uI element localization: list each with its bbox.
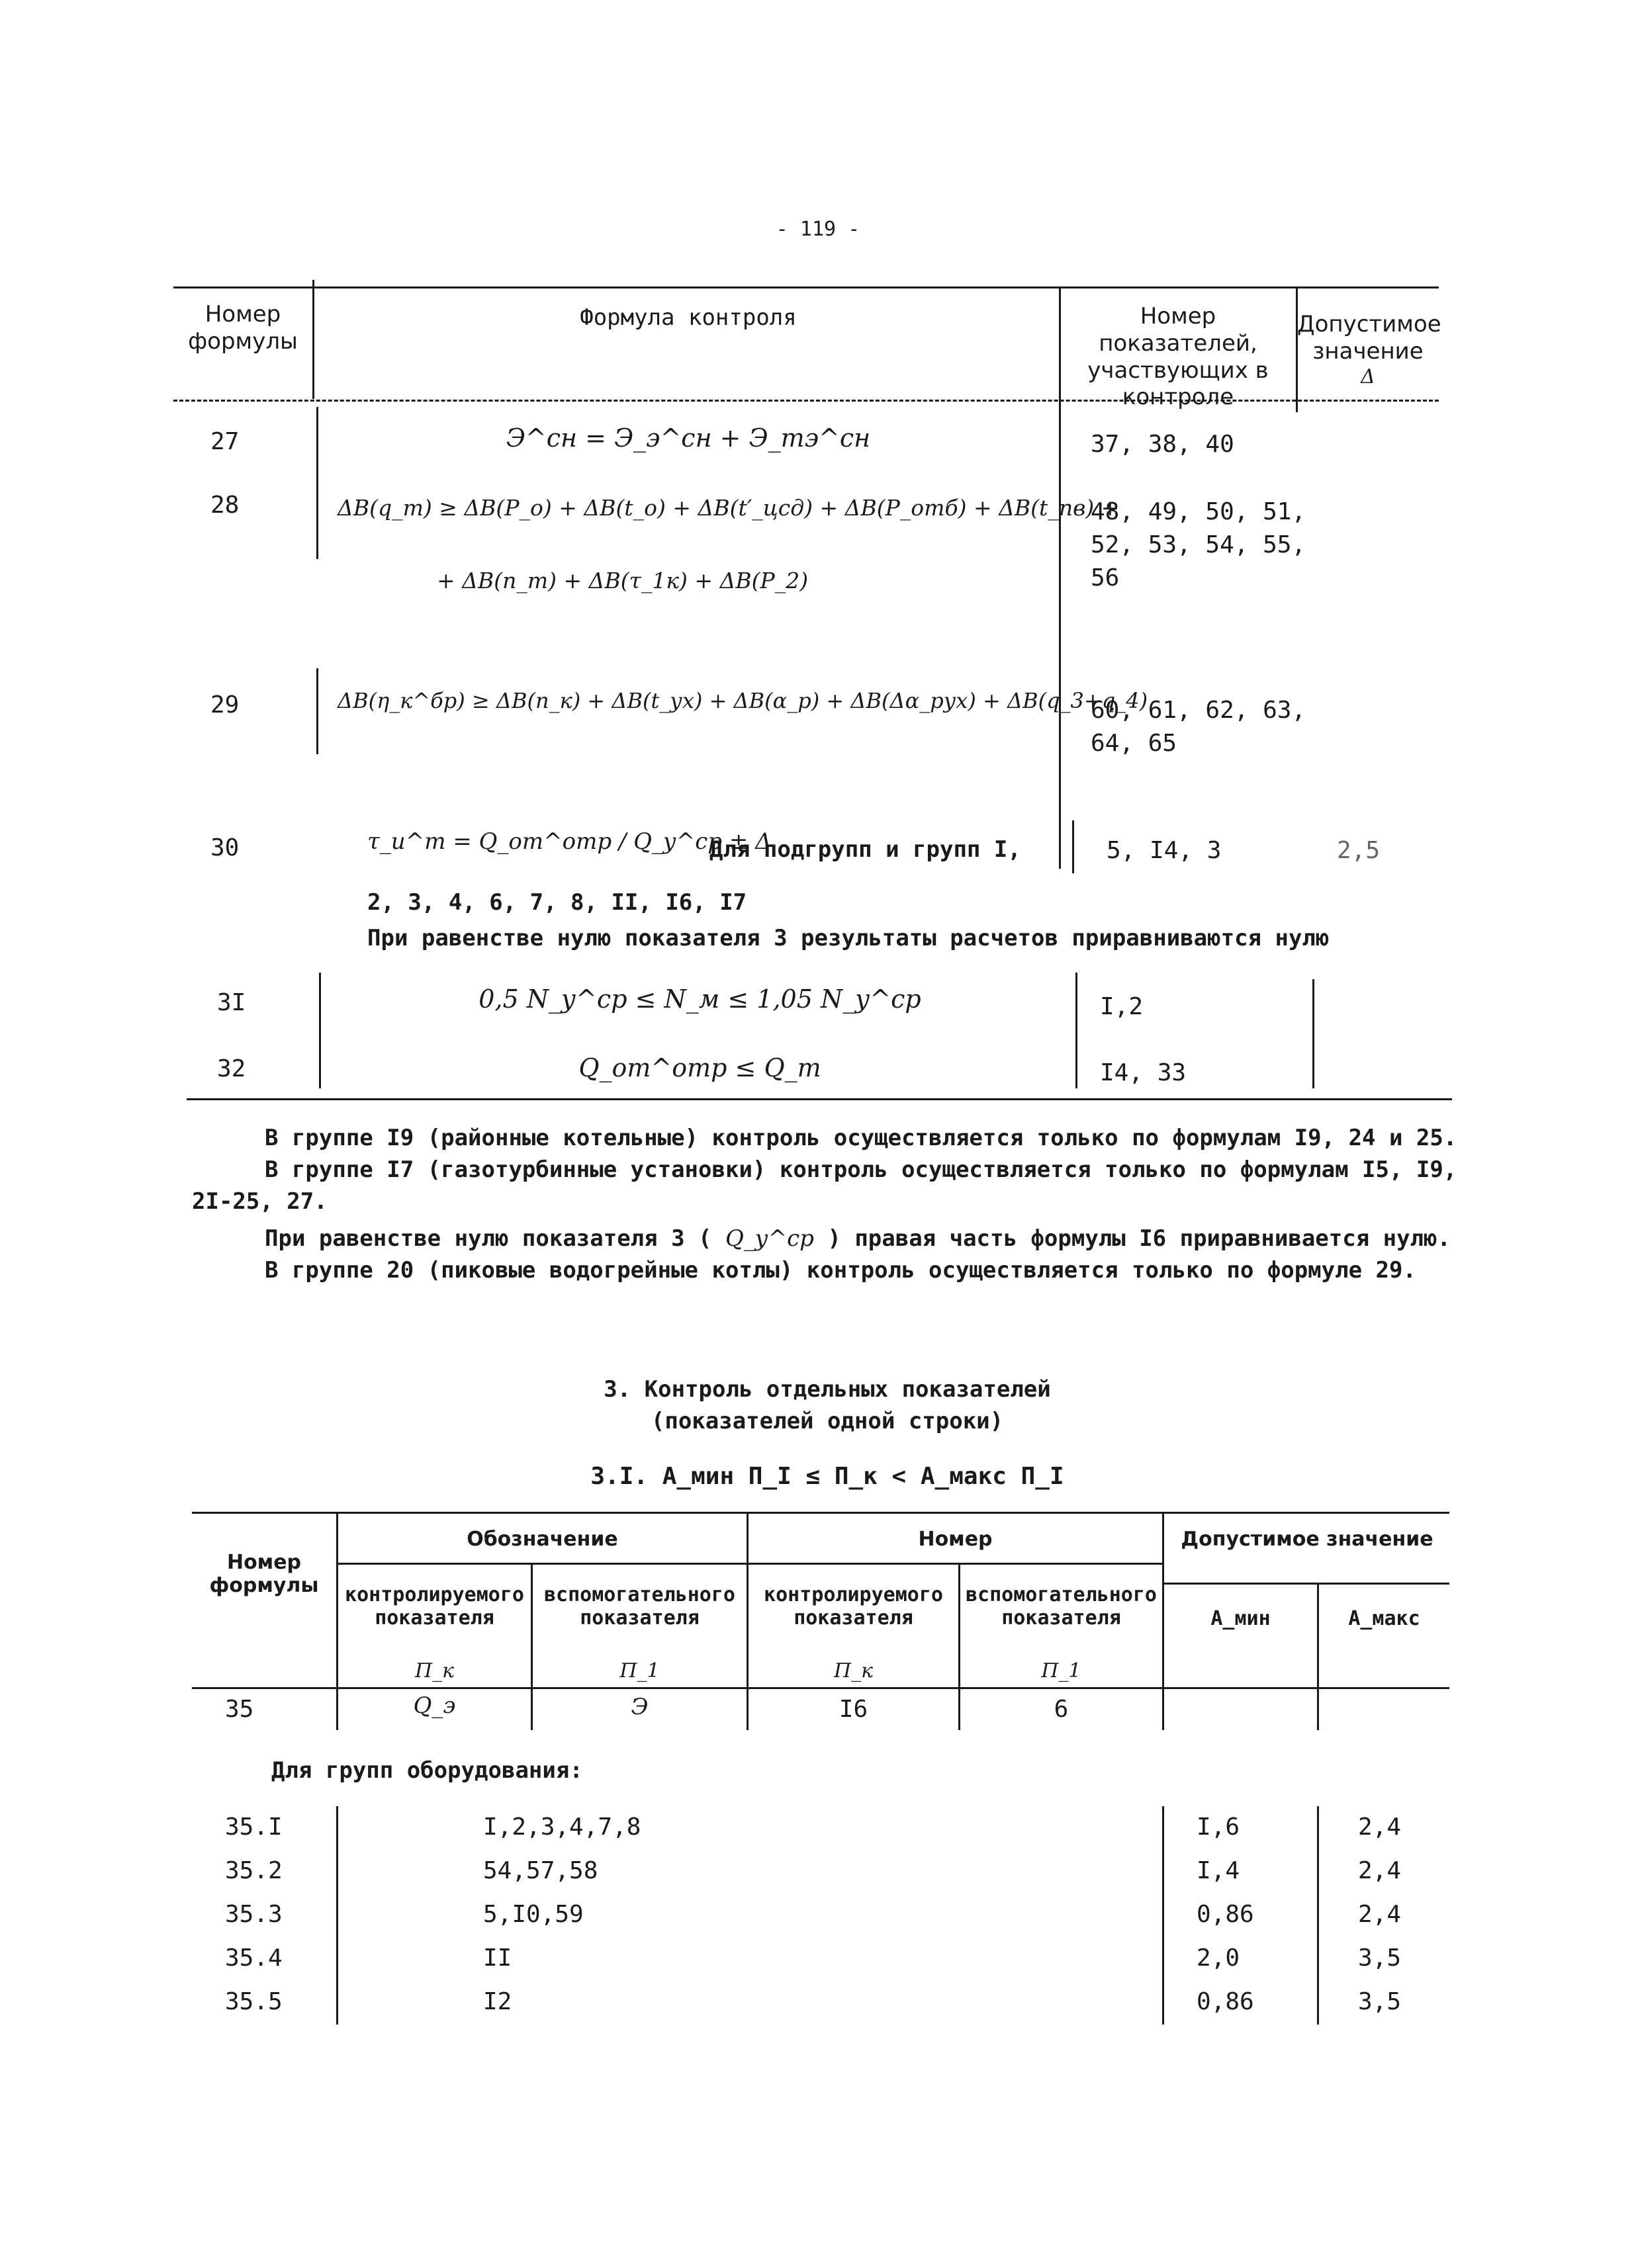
row-28-indicators-line3: 56 (1091, 564, 1120, 591)
group-row-amin: I,4 (1197, 1857, 1240, 1884)
t2-header-aux-number: вспомогательного показателя (966, 1583, 1157, 1630)
t2-header-amax: A_макс (1348, 1607, 1420, 1630)
groups-label: Для групп оборудования: (271, 1757, 583, 1784)
table2-top-rule (192, 1512, 1449, 1514)
col-divider (312, 280, 314, 399)
header-formula: Формула контроля (580, 304, 797, 331)
row-32-indicators: I4, 33 (1100, 1059, 1187, 1086)
group-row-amax: 2,4 (1358, 1857, 1402, 1884)
section-formula-heading: 3.I. A_мин П_I ≤ П_к < A_макс П_I (590, 1463, 1064, 1490)
t2-header-allowed: Допустимое значение (1181, 1528, 1433, 1551)
group-row-number: 35.4 (225, 1944, 283, 1972)
group-row-groups: I2 (483, 1988, 512, 2015)
note-line-3: 2I-25, 27. (192, 1188, 328, 1215)
table-top-rule (173, 286, 1439, 288)
note-line-4-start: При равенстве нулю показателя 3 ( (265, 1225, 712, 1252)
t2-header-amin: A_мин (1210, 1607, 1271, 1630)
table-bottom-rule (187, 1098, 1452, 1100)
row-32-number: 32 (217, 1055, 246, 1082)
row-30-continuation: 2, 3, 4, 6, 7, 8, II, I6, I7 (367, 889, 747, 916)
header-delta: Δ (1361, 365, 1375, 388)
t2-header-controlled-number: контролируемого показателя (764, 1583, 943, 1630)
row-35-controlled-number: I6 (839, 1696, 868, 1723)
note-line-4-end: ) правая часть формулы I6 приравнивается нулю. (827, 1225, 1451, 1252)
row-35-aux-designation: Э (631, 1694, 649, 1720)
col-divider (336, 1806, 338, 2025)
t2-sym-p1-number: П_1 (1041, 1659, 1081, 1682)
header-indicators: Номер показателей, участвующих в контроле (1087, 303, 1269, 411)
group-row-amax: 3,5 (1358, 1944, 1402, 1972)
section-subtitle: (показателей одной строки) (651, 1408, 1004, 1434)
row-28-formula-line1: ΔB(q_т) ≥ ΔB(P_о) + ΔB(t_о) + ΔB(t′_цсд) + ΔB(P_отб) + ΔB(t_пв) + (338, 495, 1120, 521)
col-divider (1317, 1806, 1319, 2025)
note-line-5: В группе 20 (пиковые водогрейные котлы) контроль осуществляется только по формуле 29. (265, 1257, 1416, 1284)
group-row-groups: 54,57,58 (483, 1857, 598, 1884)
group-row-amin: I,6 (1197, 1813, 1240, 1841)
group-row-amax: 2,4 (1358, 1813, 1402, 1841)
section-title: 3. Контроль отдельных показателей (604, 1376, 1051, 1403)
t2-header-designation: Обозначение (467, 1528, 618, 1551)
t2-header-aux-designation: вспомогательного показателя (544, 1583, 735, 1630)
row-31-number: 3I (217, 989, 246, 1016)
row-30-indicators: 5, I4, 3 (1107, 837, 1222, 864)
row-30-note: При равенстве нулю показателя 3 результаты расчетов приравниваются нулю (367, 925, 1330, 951)
col-divider (1162, 1806, 1164, 2025)
col-divider (1059, 286, 1061, 869)
col-divider (316, 668, 318, 754)
group-row-number: 35.3 (225, 1901, 283, 1928)
group-row-number: 35.I (225, 1813, 283, 1841)
col-divider (1312, 979, 1314, 1088)
row-28-formula-line2: + ΔB(n_т) + ΔB(τ_1к) + ΔB(P_2) (437, 568, 809, 593)
row-27-formula: Э^сн = Э_э^сн + Э_тэ^сн (506, 423, 871, 453)
t2-header-controlled-designation: контролируемого показателя (345, 1583, 524, 1630)
row-35-aux-number: 6 (1054, 1696, 1069, 1723)
group-row-amin: 2,0 (1197, 1944, 1240, 1972)
row-30-formula: τ_и^т = Q_от^отр / Q_у^ср ± Δ (367, 828, 772, 855)
group-rule (1162, 1583, 1449, 1585)
group-row-number: 35.2 (225, 1857, 283, 1884)
row-32-formula: Q_от^отр ≤ Q_т (578, 1053, 821, 1082)
col-divider (319, 973, 321, 1088)
row-28-indicators-line2: 52, 53, 54, 55, (1091, 531, 1306, 558)
t2-header-number-group: Номер (918, 1528, 993, 1551)
col-divider (1075, 973, 1077, 1088)
t2-header-number: Номер формулы (209, 1551, 319, 1597)
t2-sym-p1: П_1 (619, 1659, 660, 1682)
group-row-amax: 3,5 (1358, 1988, 1402, 2015)
row-35-number: 35 (225, 1696, 254, 1723)
group-row-amin: 0,86 (1197, 1988, 1254, 2015)
row-27-number: 27 (210, 428, 240, 455)
group-row-amax: 2,4 (1358, 1901, 1402, 1928)
header-formula-number: Номер формулы (188, 301, 298, 355)
group-row-groups: I,2,3,4,7,8 (483, 1813, 641, 1841)
group-row-groups: II (483, 1944, 512, 1972)
col-divider (1072, 820, 1074, 873)
row-29-indicators-line1: 60, 61, 62, 63, (1091, 697, 1306, 724)
note-line-1: В группе I9 (районные котельные) контроль осуществляется только по формулам I9, 24 и 25. (265, 1125, 1457, 1151)
header-allowed: Допустимое значение (1297, 311, 1441, 365)
row-30-allowed: 2,5 (1337, 837, 1381, 864)
group-row-number: 35.5 (225, 1988, 283, 2015)
row-27-indicators: 37, 38, 40 (1091, 431, 1234, 458)
group-rule (336, 1563, 1162, 1565)
row-29-formula: ΔB(η_к^бр) ≥ ΔB(n_к) + ΔB(t_ух) + ΔB(α_р) + ΔB(Δα_рух) + ΔB(q_3+q_4) (338, 688, 1148, 713)
row-31-formula: 0,5 N_у^ср ≤ N_м ≤ 1,05 N_у^ср (478, 984, 921, 1014)
col-divider (1317, 1583, 1319, 1730)
row-35-controlled-designation: Q_э (413, 1692, 456, 1719)
row-30-number: 30 (210, 834, 240, 861)
group-row-groups: 5,I0,59 (483, 1901, 584, 1928)
note-line-4 (265, 1225, 1451, 1252)
page-number: - 119 - (776, 218, 860, 241)
row-30-formula-note: Для подгрупп и групп I, (709, 836, 1021, 863)
row-28-number: 28 (210, 492, 240, 519)
t2-sym-pk-number: П_к (833, 1659, 874, 1682)
note-line-2: В группе I7 (газотурбинные установки) контроль осуществляется только по формулам I5, I9, (265, 1156, 1457, 1183)
note-line-4-formula: Q_у^ср (725, 1225, 814, 1252)
header-bottom-rule (192, 1687, 1449, 1689)
row-31-indicators: I,2 (1100, 993, 1144, 1020)
row-29-indicators-line2: 64, 65 (1091, 730, 1177, 757)
group-row-amin: 0,86 (1197, 1901, 1254, 1928)
row-29-number: 29 (210, 691, 240, 719)
row-28-indicators-line1: 48, 49, 50, 51, (1091, 498, 1306, 525)
t2-sym-pk: П_к (414, 1659, 455, 1682)
